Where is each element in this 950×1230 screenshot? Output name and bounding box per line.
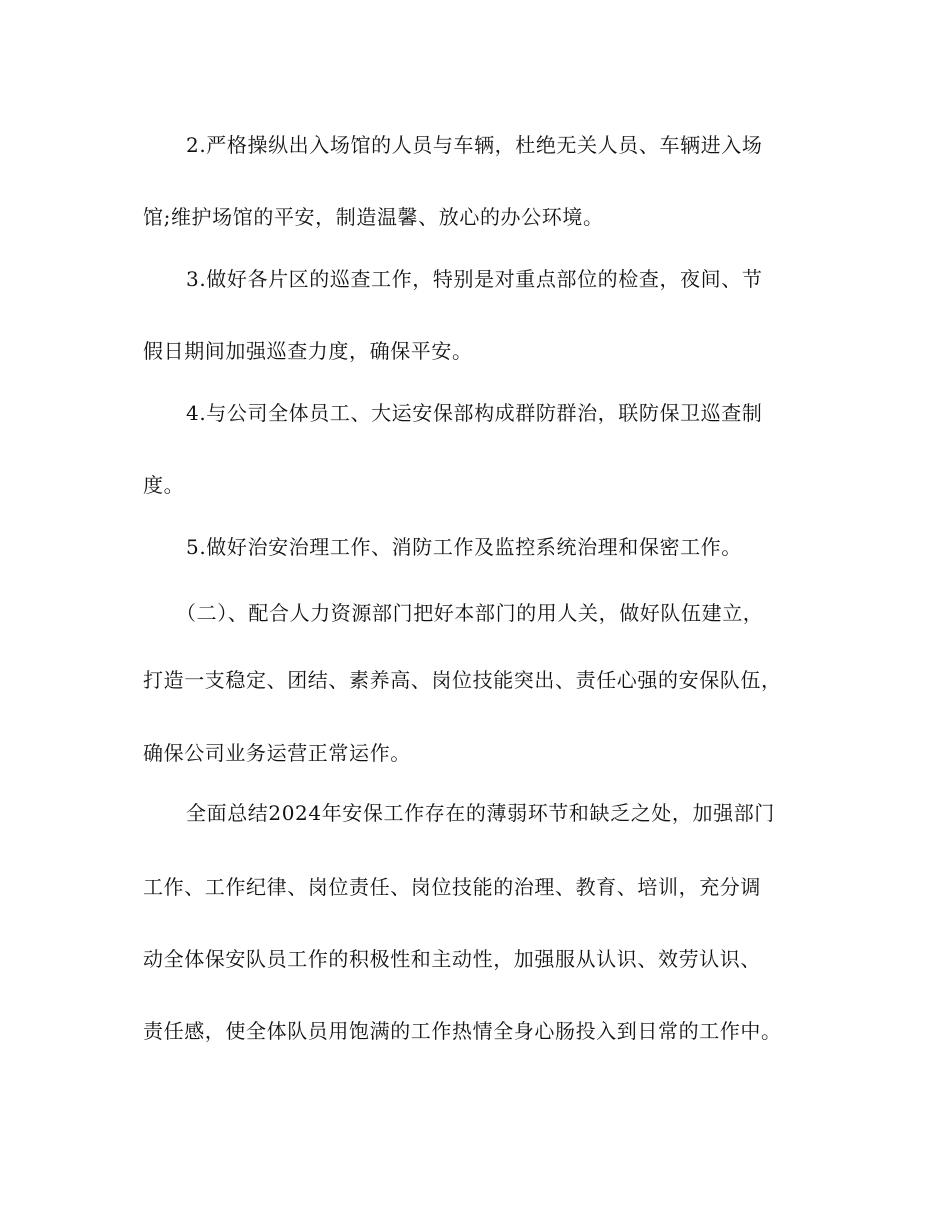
paragraph-line: 工作、工作纪律、岗位责任、岗位技能的治理、教育、培训，充分调: [143, 875, 761, 899]
paragraph-line: 打造一支稳定、团结、素养高、岗位技能突出、责任心强的安保队伍，: [143, 668, 782, 692]
paragraph-line: 2.严格操纵出入场馆的人员与车辆，杜绝无关人员、车辆进入场: [186, 133, 763, 157]
paragraph-line: 4.与公司全体员工、大运安保部构成群防群治，联防保卫巡查制: [186, 401, 763, 425]
paragraph-line: 确保公司业务运营正常运作。: [143, 741, 411, 765]
paragraph-line: 假日期间加强巡查力度，确保平安。: [143, 339, 473, 363]
paragraph-line: 度。: [143, 473, 185, 497]
paragraph-line: （二）、配合人力资源部门把好本部门的用人关，做好队伍建立，: [176, 601, 764, 625]
paragraph-line: 动全体保安队员工作的积极性和主动性，加强服从认识、效劳认识、: [143, 947, 761, 971]
paragraph-line: 责任感，使全体队员用饱满的工作热情全身心肠投入到日常的工作中。: [143, 1019, 782, 1043]
paragraph-line: 馆;维护场馆的平安，制造温馨、放心的办公环境。: [143, 205, 604, 229]
paragraph-line: 3.做好各片区的巡查工作，特别是对重点部位的检查，夜间、节: [186, 267, 763, 291]
paragraph-line: 5.做好治安治理工作、消防工作及监控系统治理和保密工作。: [186, 535, 742, 559]
paragraph-line: 全面总结2024年安保工作存在的薄弱环节和缺乏之处，加强部门: [186, 801, 775, 825]
